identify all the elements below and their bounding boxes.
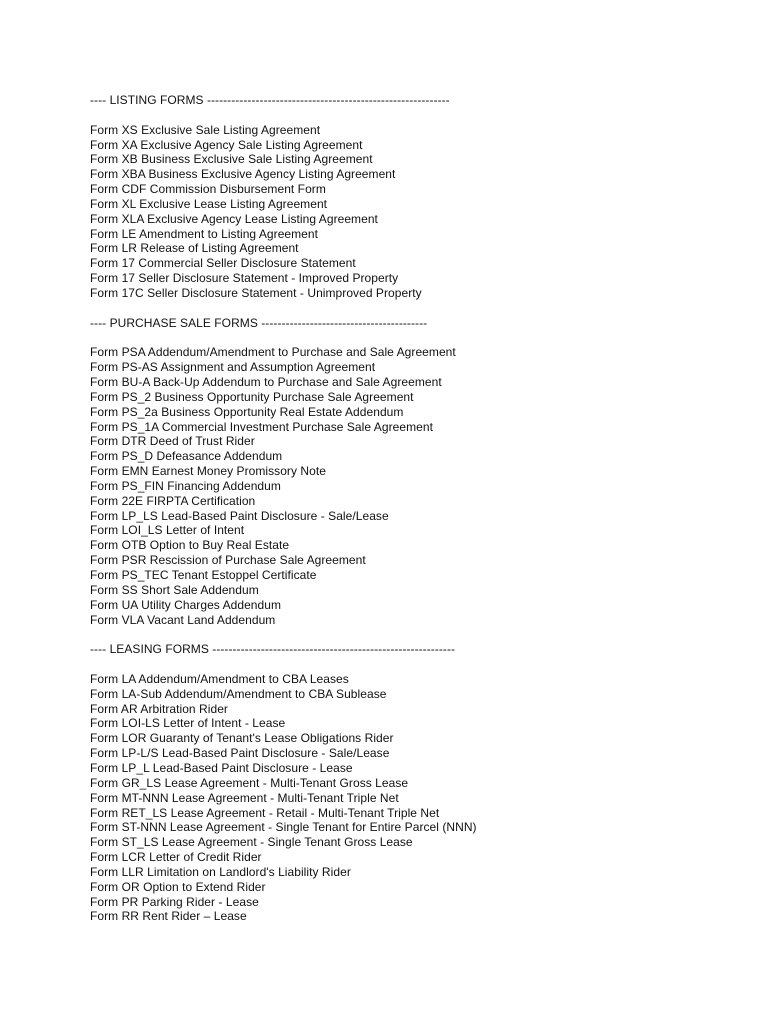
form-list-item: Form 17C Seller Disclosure Statement - Unimproved Property <box>90 285 422 300</box>
form-list-item: Form PS_D Defeasance Addendum <box>90 449 283 464</box>
form-list-item: Form LR Release of Listing Agreement <box>90 241 299 256</box>
form-list-item: Form LA-Sub Addendum/Amendment to CBA Sublease <box>90 686 387 701</box>
form-list-item: Form LP-L/S Lead-Based Paint Disclosure - Sale/Lease <box>90 746 390 761</box>
form-list-item: Form UA Utility Charges Addendum <box>90 597 282 612</box>
form-list-item: Form XA Exclusive Agency Sale Listing Agreement <box>90 137 363 152</box>
form-list-item: Form CDF Commission Disbursement Form <box>90 182 326 197</box>
form-list-item: Form EMN Earnest Money Promissory Note <box>90 464 326 479</box>
form-list-item: Form PS_FIN Financing Addendum <box>90 478 281 493</box>
form-list-item: Form XBA Business Exclusive Agency Listing Agreement <box>90 167 396 182</box>
form-list-item: Form PSR Rescission of Purchase Sale Agreement <box>90 553 366 568</box>
section-spacer <box>90 108 750 123</box>
form-list-item: Form RET_LS Lease Agreement - Retail - Multi-Tenant Triple Net <box>90 805 440 820</box>
section-spacer <box>90 657 750 672</box>
form-list-item: Form BU-A Back-Up Addendum to Purchase and Sale Agreement <box>90 375 442 390</box>
form-list-item: Form XB Business Exclusive Sale Listing Agreement <box>90 152 373 167</box>
form-list-item: Form GR_LS Lease Agreement - Multi-Tenant Gross Lease <box>90 775 409 790</box>
form-list-item: Form LE Amendment to Listing Agreement <box>90 226 319 241</box>
form-list-item: Form 22E FIRPTA Certification <box>90 493 256 508</box>
form-list-item: Form PS_2 Business Opportunity Purchase Sale Agreement <box>90 389 414 404</box>
form-list-item: Form XS Exclusive Sale Listing Agreement <box>90 122 321 137</box>
form-list-item: Form PS-AS Assignment and Assumption Agreement <box>90 360 376 375</box>
section-header: ---- LISTING FORMS ------------------------------------------------------------ <box>90 93 450 107</box>
form-list-item: Form LCR Letter of Credit Rider <box>90 850 262 865</box>
form-list-item: Form LLR Limitation on Landlord's Liability Rider <box>90 864 351 879</box>
document-body <box>90 93 750 924</box>
section-spacer <box>90 627 750 642</box>
form-list-item: Form RR Rent Rider – Lease <box>90 909 247 924</box>
form-list-item: Form LP_L Lead-Based Paint Disclosure - Lease <box>90 760 353 775</box>
form-list-item: Form AR Arbitration Rider <box>90 701 228 716</box>
form-list-item: Form OTB Option to Buy Real Estate <box>90 538 290 553</box>
form-list-item: Form 17 Seller Disclosure Statement - Improved Property <box>90 271 399 286</box>
form-list-item: Form PS_TEC Tenant Estoppel Certificate <box>90 568 317 582</box>
form-list-item: Form LA Addendum/Amendment to CBA Leases <box>90 671 349 686</box>
form-list-item: Form ST_LS Lease Agreement - Single Tenant Gross Lease <box>90 835 413 850</box>
form-list-item: Form LOR Guaranty of Tenant's Lease Obligations Rider <box>90 731 394 746</box>
form-list-item: Form PR Parking Rider - Lease <box>90 894 259 909</box>
form-list-item: Form VLA Vacant Land Addendum <box>90 612 276 627</box>
form-list-item: Form LP_LS Lead-Based Paint Disclosure - Sale/Lease <box>90 508 389 523</box>
section-spacer <box>90 331 750 346</box>
form-list-item: Form LOI-LS Letter of Intent - Lease <box>90 716 286 731</box>
form-list-item: Form PSA Addendum/Amendment to Purchase and Sale Agreement <box>90 345 456 360</box>
form-list-item: Form DTR Deed of Trust Rider <box>90 434 255 449</box>
form-list-item: Form LOI_LS Letter of Intent <box>90 523 245 538</box>
form-list-item: Form ST-NNN Lease Agreement - Single Tenant for Entire Parcel (NNN) <box>90 820 477 835</box>
section-header: ---- LEASING FORMS ------------------------------------------------------------ <box>90 642 456 657</box>
form-list-item: Form OR Option to Extend Rider <box>90 879 266 894</box>
form-list-item: Form XL Exclusive Lease Listing Agreement <box>90 196 328 211</box>
form-list-item: Form XLA Exclusive Agency Lease Listing Agreement <box>90 211 378 226</box>
section-spacer <box>90 301 750 316</box>
form-list-item: Form PS_2a Business Opportunity Real Estate Addendum <box>90 404 404 419</box>
form-list-item: Form PS_1A Commercial Investment Purchase Sale Agreement <box>90 419 433 434</box>
section-header: ---- PURCHASE SALE FORMS ----------------------------------------- <box>90 315 428 330</box>
form-list-item: Form 17 Commercial Seller Disclosure Statement <box>90 256 356 271</box>
form-list-item: Form SS Short Sale Addendum <box>90 582 259 597</box>
form-list-item: Form MT-NNN Lease Agreement - Multi-Tenant Triple Net <box>90 790 399 805</box>
